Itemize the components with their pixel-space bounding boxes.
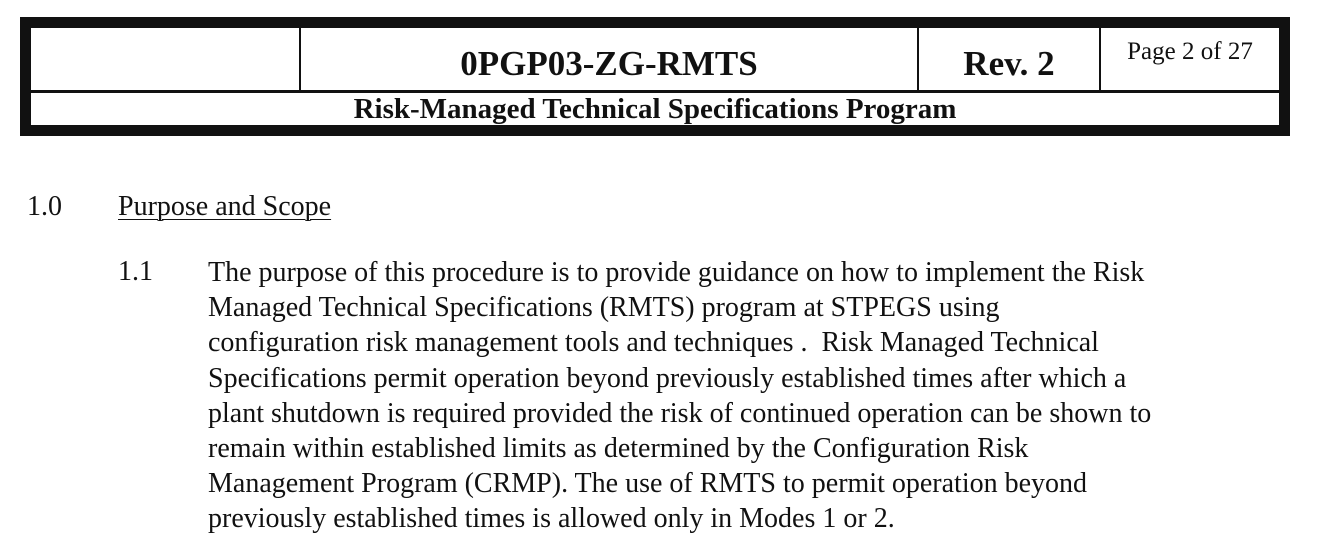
paragraph-body xyxy=(208,255,1288,537)
document-title: Risk-Managed Technical Specifications Program xyxy=(353,92,957,125)
header-blank-cell xyxy=(31,28,301,90)
section-number: 1.0 xyxy=(27,191,62,222)
header-top-row xyxy=(31,28,1279,93)
paragraph-line: plant shutdown is required provided the risk of continued operation can be shown to xyxy=(208,397,1152,429)
document-header-table xyxy=(20,17,1290,136)
paragraph-number: 1.1 xyxy=(118,256,153,287)
paragraph-line: The purpose of this procedure is to provide guidance on how to implement the Risk xyxy=(208,257,1145,288)
paragraph-line: previously established times is allowed only in Modes 1 or 2. xyxy=(208,503,895,535)
paragraph-line: Managed Technical Specifications (RMTS) program at STPEGS using xyxy=(208,292,1000,324)
section-title: Purpose and Scope xyxy=(118,191,332,222)
document-id: 0PGP03-ZG-RMTS xyxy=(301,28,919,90)
paragraph-line: Specifications permit operation beyond previously established times after which a xyxy=(208,362,1127,394)
paragraph-line: configuration risk management tools and techniques . Risk Managed Technical xyxy=(208,327,1099,359)
page-number: Page 2 of 27 xyxy=(1127,38,1253,65)
paragraph-line: Management Program (CRMP). The use of RMTS to permit operation beyond xyxy=(208,468,1088,500)
paragraph-line: remain within established limits as determined by the Configuration Risk xyxy=(208,433,1029,465)
revision-label: Rev. 2 xyxy=(919,28,1101,90)
